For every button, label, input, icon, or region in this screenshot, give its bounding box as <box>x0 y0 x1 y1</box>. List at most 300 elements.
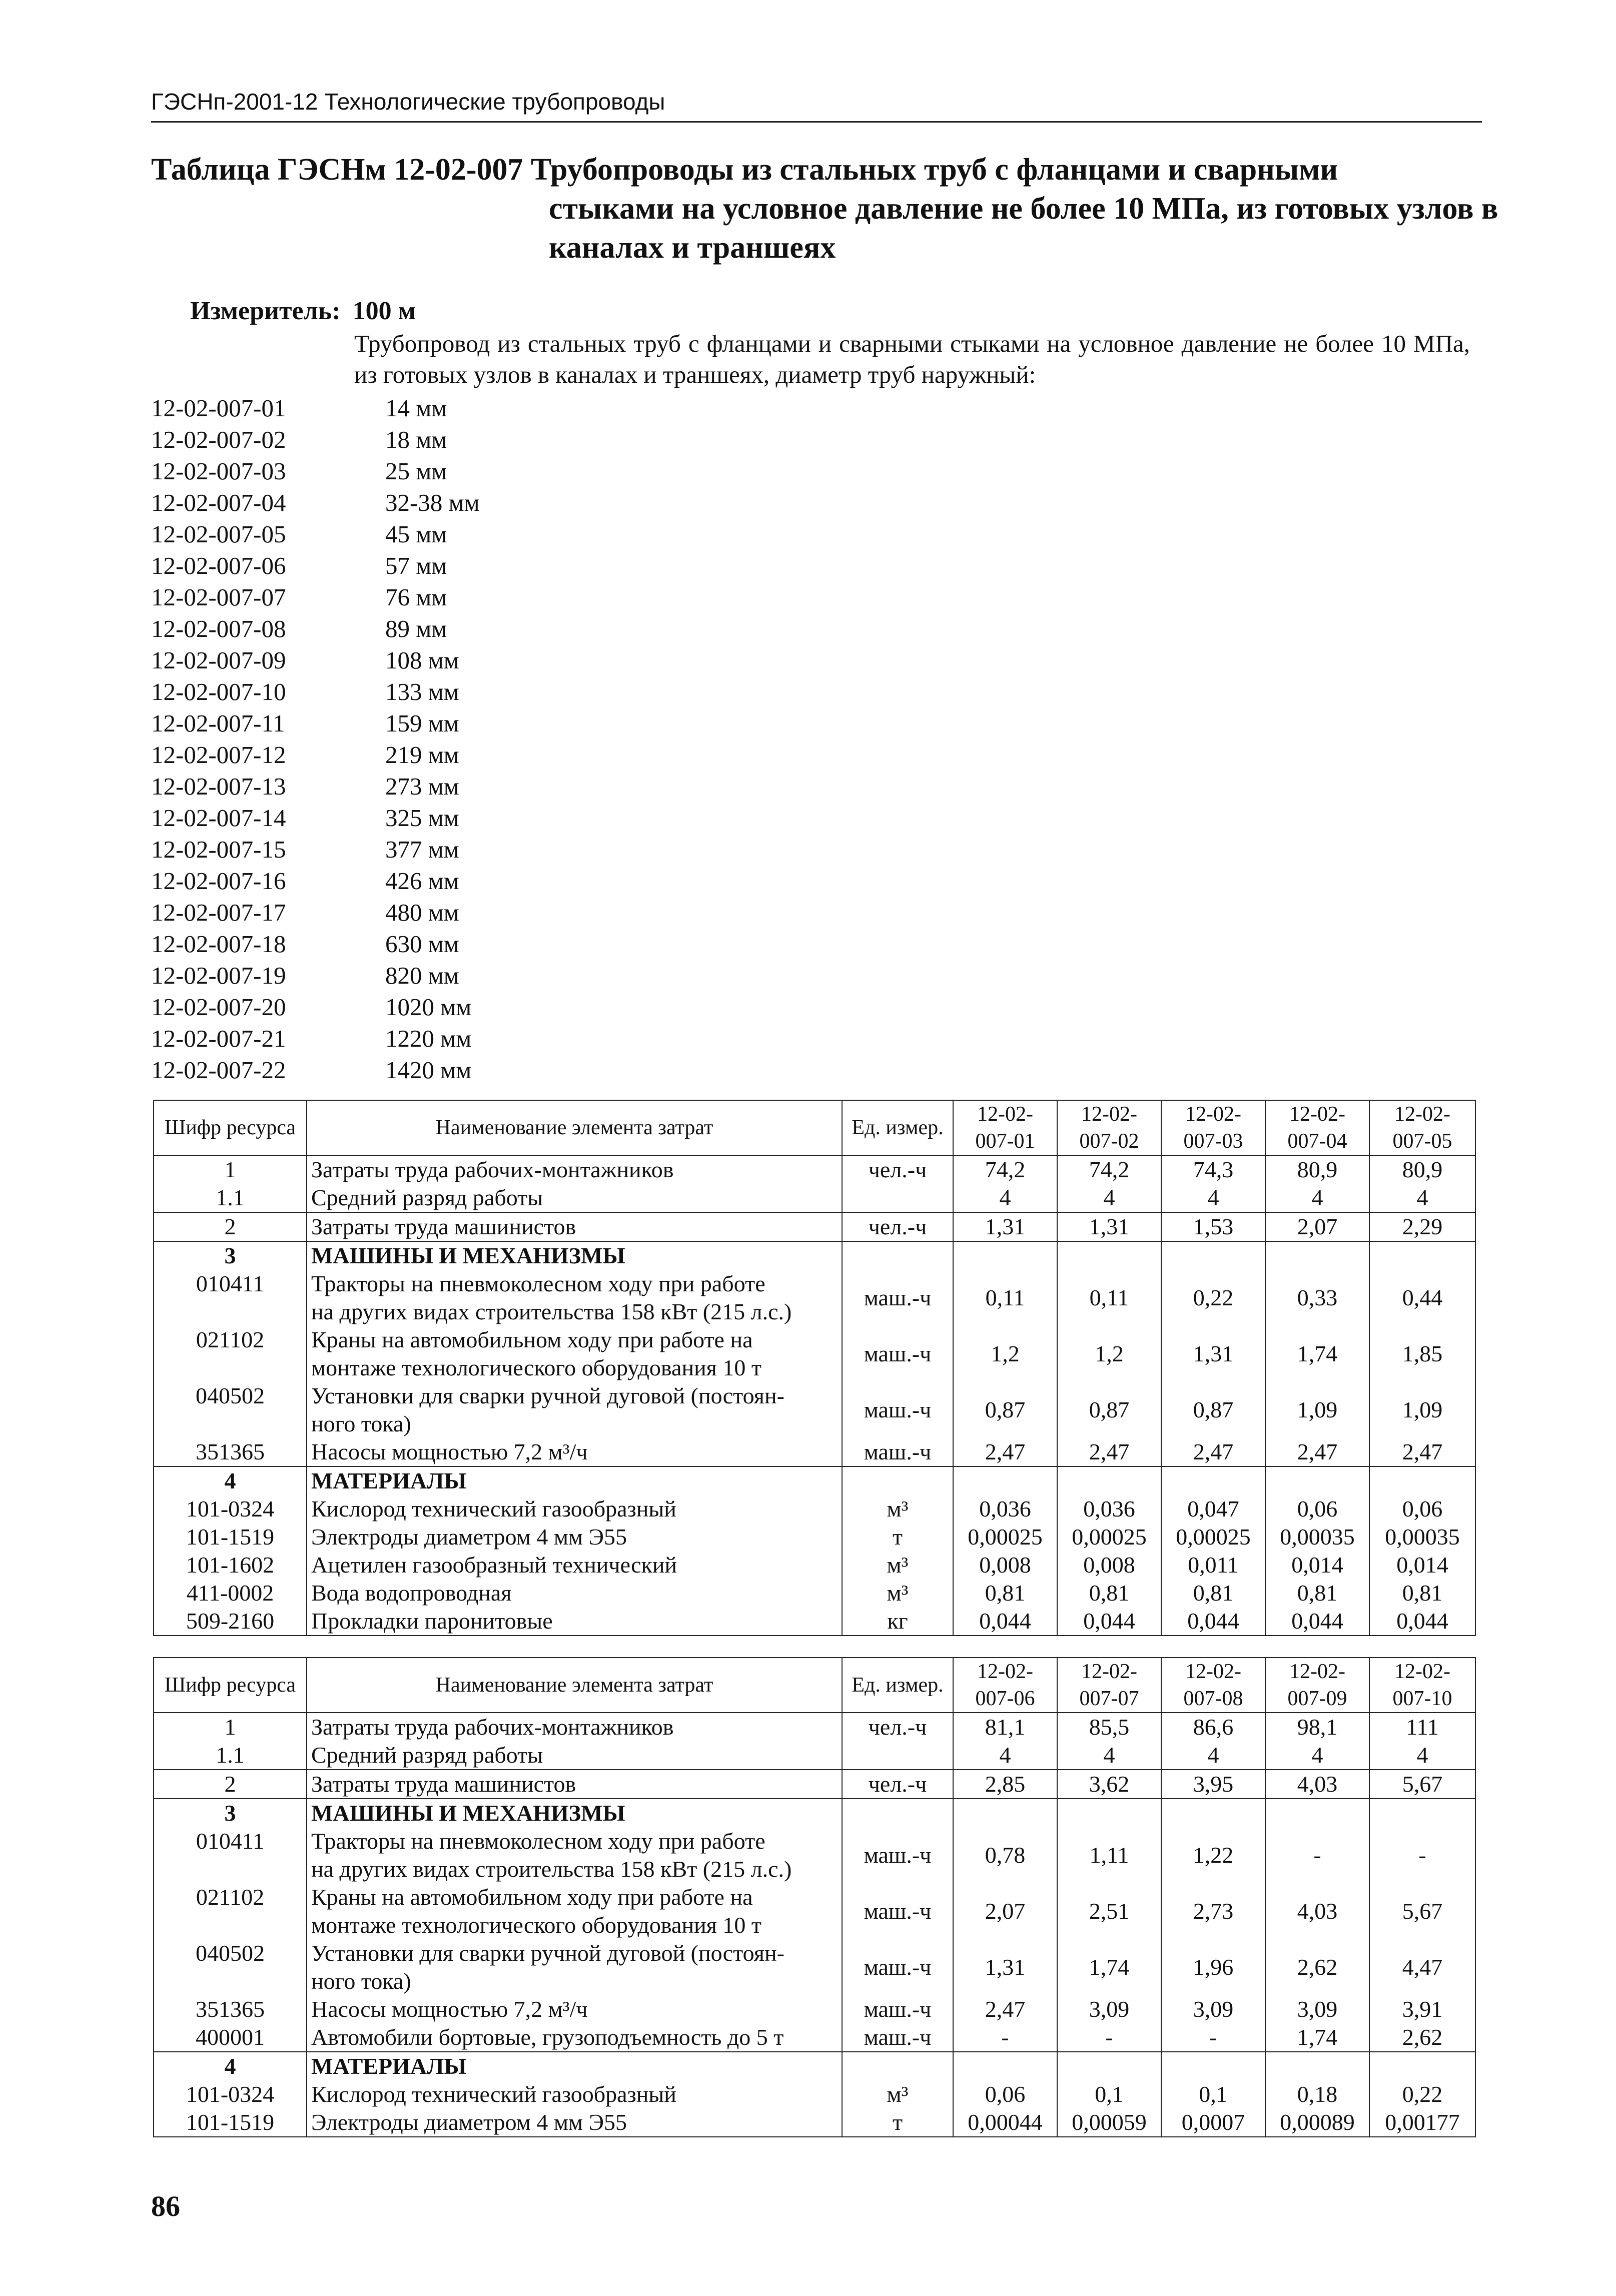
resource-code: 010411 <box>154 1827 307 1883</box>
norm-value: 0,06 <box>1265 1495 1369 1523</box>
unit-of-measure: маш.-ч <box>842 1438 953 1466</box>
header-norm-code-line: 12-02- <box>977 1660 1033 1683</box>
header-norm-code <box>1161 1100 1265 1155</box>
measure-unit <box>190 296 428 326</box>
code-list-item <box>151 676 480 707</box>
table-row <box>154 1155 1475 1184</box>
norm-value: 0,014 <box>1369 1551 1475 1579</box>
norm-value <box>1265 2052 1369 2080</box>
code-list-item <box>151 1023 480 1054</box>
section-row <box>154 1466 1475 1495</box>
norm-value: 0,036 <box>1057 1495 1161 1523</box>
table-row <box>154 1523 1475 1551</box>
norm-value <box>953 2052 1057 2080</box>
norm-value: 3,62 <box>1057 1770 1161 1799</box>
header-norm-code-line: 12-02- <box>1185 1660 1241 1683</box>
unit-of-measure <box>842 1241 953 1270</box>
header-norm-code-line: 12-02- <box>1185 1103 1241 1126</box>
norm-value: 4 <box>1265 1184 1369 1212</box>
unit-of-measure: маш.-ч <box>842 1827 953 1883</box>
unit-of-measure: чел.-ч <box>842 1713 953 1741</box>
page-number: 86 <box>151 2190 180 2222</box>
norm-value: - <box>953 2023 1057 2052</box>
norm-value: 5,67 <box>1369 1883 1475 1939</box>
header-norm-code <box>953 1100 1057 1155</box>
cost-element-name-line: МАШИНЫ И МЕХАНИЗМЫ <box>311 1243 625 1268</box>
cost-element-name <box>307 1939 842 1995</box>
norm-value: 1,11 <box>1057 1827 1161 1883</box>
measure-value: 100 м <box>352 297 416 325</box>
code-id: 12-02-007-18 <box>151 930 286 958</box>
resource-code: 040502 <box>154 1939 307 1995</box>
table-row <box>154 1827 1475 1883</box>
norm-value: 2,51 <box>1057 1883 1161 1939</box>
header-unit: Ед. измер. <box>842 1100 953 1155</box>
code-id: 12-02-007-15 <box>151 836 286 863</box>
resource-code: 040502 <box>154 1382 307 1438</box>
norm-value: 86,6 <box>1161 1713 1265 1741</box>
resource-table-1 <box>153 1100 1476 1636</box>
cost-element-name-line: Средний разряд работы <box>311 1742 543 1768</box>
table-row <box>154 1770 1475 1799</box>
header-norm-code-line: 12-02- <box>1394 1103 1450 1126</box>
cost-element-name <box>307 1270 842 1326</box>
cost-element-name-line: Установки для сварки ручной дуговой (постоян- <box>311 1940 784 1966</box>
norm-value: 2,85 <box>953 1770 1057 1799</box>
unit-of-measure: м³ <box>842 1579 953 1607</box>
code-list-item <box>151 802 480 834</box>
norm-value: 0,87 <box>1057 1382 1161 1438</box>
unit-of-measure: маш.-ч <box>842 1883 953 1939</box>
cost-element-name-line: Краны на автомобильном ходу при работе на <box>311 1327 753 1352</box>
cost-element-name <box>307 1770 842 1799</box>
code-list-item <box>151 928 480 960</box>
code-list <box>151 392 480 1086</box>
norm-value: 74,3 <box>1161 1155 1265 1184</box>
pipe-diameter: 18 мм <box>385 426 447 453</box>
header-unit: Ед. измер. <box>842 1658 953 1713</box>
cost-element-name-line: Автомобили бортовые, грузоподъемность до 5 т <box>311 2024 784 2050</box>
norm-value <box>1265 1241 1369 1270</box>
pipe-diameter: 1220 мм <box>385 1025 472 1052</box>
unit-of-measure: маш.-ч <box>842 1995 953 2023</box>
cost-element-name <box>307 1155 842 1184</box>
code-id: 12-02-007-09 <box>151 646 286 674</box>
norm-value: 0,008 <box>953 1551 1057 1579</box>
code-id: 12-02-007-06 <box>151 552 286 579</box>
norm-value: 0,87 <box>1161 1382 1265 1438</box>
code-id: 12-02-007-22 <box>151 1056 286 1084</box>
norm-value: 0,78 <box>953 1827 1057 1883</box>
code-list-item <box>151 991 480 1023</box>
header-norm-code <box>1057 1658 1161 1713</box>
norm-value: 3,09 <box>1057 1995 1161 2023</box>
norm-value: 98,1 <box>1265 1713 1369 1741</box>
header-norm-code-line: 12-02- <box>1081 1660 1137 1683</box>
norm-value: 2,47 <box>1057 1438 1161 1466</box>
code-list-item <box>151 392 480 424</box>
pipe-diameter: 1020 мм <box>385 993 472 1021</box>
table-row <box>154 1883 1475 1939</box>
header-norm-code-line: 007-01 <box>975 1130 1035 1153</box>
norm-value: 0,008 <box>1057 1551 1161 1579</box>
norm-value: 0,00025 <box>1057 1523 1161 1551</box>
pipe-diameter: 76 мм <box>385 583 447 611</box>
code-list-item <box>151 1054 480 1086</box>
norm-value: 0,00044 <box>953 2108 1057 2137</box>
unit-of-measure: маш.-ч <box>842 2023 953 2052</box>
norm-value <box>1057 1799 1161 1827</box>
norm-value: 2,47 <box>953 1438 1057 1466</box>
unit-of-measure <box>842 1184 953 1212</box>
cost-element-name-line: Вода водопроводная <box>311 1580 512 1606</box>
cost-element-name <box>307 2052 842 2080</box>
cost-element-name <box>307 1466 842 1495</box>
unit-of-measure: чел.-ч <box>842 1155 953 1184</box>
norm-value: 4 <box>1265 1741 1369 1770</box>
pipe-diameter: 108 мм <box>385 646 459 674</box>
resource-code: 1.1 <box>154 1184 307 1212</box>
header-cost-element: Наименование элемента затрат <box>307 1100 842 1155</box>
pipe-diameter: 159 мм <box>385 709 459 737</box>
header-norm-code-line: 007-09 <box>1287 1687 1347 1710</box>
norm-value: 81,1 <box>953 1713 1057 1741</box>
norm-value: - <box>1369 1827 1475 1883</box>
unit-of-measure: кг <box>842 1607 953 1636</box>
header-norm-code-line: 12-02- <box>977 1103 1033 1126</box>
norm-value: 4,47 <box>1369 1939 1475 1995</box>
norm-value: 2,07 <box>1265 1212 1369 1241</box>
norm-value: - <box>1057 2023 1161 2052</box>
norm-value: 85,5 <box>1057 1713 1161 1741</box>
cost-element-name-line: Насосы мощностью 7,2 м³/ч <box>311 1439 588 1464</box>
cost-element-name-line: Тракторы на пневмоколесном ходу при работе <box>311 1271 765 1296</box>
table-title-line-1: Таблица ГЭСНм 12-02-007 Трубопроводы из стальных труб с фланцами и сварными <box>151 153 1338 187</box>
code-list-item <box>151 550 480 581</box>
norm-value <box>1369 1466 1475 1495</box>
norm-value: 0,044 <box>1057 1607 1161 1636</box>
cost-element-name <box>307 1326 842 1382</box>
resource-code: 351365 <box>154 1438 307 1466</box>
unit-of-measure <box>842 1741 953 1770</box>
norm-value: 0,11 <box>1057 1270 1161 1326</box>
section-row <box>154 1241 1475 1270</box>
cost-element-name-line: Насосы мощностью 7,2 м³/ч <box>311 1996 588 2022</box>
norm-value: 4 <box>1057 1184 1161 1212</box>
norm-value: 0,044 <box>1265 1607 1369 1636</box>
norm-value: 0,0007 <box>1161 2108 1265 2137</box>
code-id: 12-02-007-13 <box>151 773 286 800</box>
cost-element-name <box>307 2023 842 2052</box>
resource-code: 1.1 <box>154 1741 307 1770</box>
code-id: 12-02-007-02 <box>151 426 286 453</box>
cost-element-name-line: Затраты труда рабочих-монтажников <box>311 1157 674 1182</box>
norm-value: 4,03 <box>1265 1770 1369 1799</box>
norm-value <box>1057 1241 1161 1270</box>
code-list-item <box>151 865 480 897</box>
norm-value <box>1057 2052 1161 2080</box>
code-id: 12-02-007-01 <box>151 394 286 422</box>
code-id: 12-02-007-12 <box>151 741 286 769</box>
code-id: 12-02-007-04 <box>151 489 286 516</box>
norm-value: 0,1 <box>1057 2080 1161 2108</box>
norm-value: 0,00177 <box>1369 2108 1475 2137</box>
unit-of-measure: м³ <box>842 1495 953 1523</box>
unit-of-measure <box>842 1466 953 1495</box>
code-id: 12-02-007-11 <box>151 709 285 737</box>
table-row <box>154 1741 1475 1770</box>
cost-element-name-line: Кислород технический газообразный <box>311 1496 676 1521</box>
norm-value: 0,81 <box>1369 1579 1475 1607</box>
measure-label: Измеритель: <box>190 297 341 325</box>
cost-element-name <box>307 1241 842 1270</box>
norm-value: 0,81 <box>1057 1579 1161 1607</box>
norm-value: 0,22 <box>1369 2080 1475 2108</box>
table-row <box>154 1326 1475 1382</box>
code-list-item <box>151 834 480 865</box>
norm-value <box>1369 1241 1475 1270</box>
norm-value: 4 <box>1057 1741 1161 1770</box>
code-list-item <box>151 771 480 802</box>
pipe-diameter: 219 мм <box>385 741 459 769</box>
table-row <box>154 1713 1475 1741</box>
table-row <box>154 1270 1475 1326</box>
norm-value: 0,011 <box>1161 1551 1265 1579</box>
norm-value: 0,00025 <box>1161 1523 1265 1551</box>
cost-element-name-line: Электроды диаметром 4 мм Э55 <box>311 1524 627 1550</box>
norm-value: 1,96 <box>1161 1939 1265 1995</box>
norm-value: 0,044 <box>1161 1607 1265 1636</box>
code-list-item <box>151 739 480 771</box>
table-row <box>154 1438 1475 1466</box>
cost-element-name <box>307 1579 842 1607</box>
norm-value: 2,47 <box>1265 1438 1369 1466</box>
norm-value: 2,07 <box>953 1883 1057 1939</box>
table-row <box>154 1212 1475 1241</box>
cost-element-name-line: Электроды диаметром 4 мм Э55 <box>311 2109 627 2135</box>
resource-code: 3 <box>154 1241 307 1270</box>
norm-value: 111 <box>1369 1713 1475 1741</box>
unit-of-measure: чел.-ч <box>842 1212 953 1241</box>
header-norm-code <box>1369 1658 1475 1713</box>
norm-value: 0,036 <box>953 1495 1057 1523</box>
resource-table-2 <box>153 1657 1476 2137</box>
norm-value: 74,2 <box>953 1155 1057 1184</box>
norm-value: 1,2 <box>1057 1326 1161 1382</box>
code-id: 12-02-007-07 <box>151 583 286 611</box>
norm-value: 0,1 <box>1161 2080 1265 2108</box>
header-resource-code: Шифр ресурса <box>154 1658 307 1713</box>
pipe-diameter: 426 мм <box>385 867 459 895</box>
norm-value: 0,22 <box>1161 1270 1265 1326</box>
cost-element-name <box>307 1495 842 1523</box>
code-list-item <box>151 487 480 518</box>
header-norm-code <box>1161 1658 1265 1713</box>
unit-of-measure: маш.-ч <box>842 1939 953 1995</box>
norm-value <box>1161 1466 1265 1495</box>
table-row <box>154 2080 1475 2108</box>
pipe-diameter: 1420 мм <box>385 1056 472 1084</box>
header-norm-code <box>953 1658 1057 1713</box>
resource-code: 021102 <box>154 1883 307 1939</box>
header-norm-code-line: 007-04 <box>1287 1130 1347 1153</box>
norm-value <box>1369 2052 1475 2080</box>
cost-element-name <box>307 1551 842 1579</box>
norm-value <box>953 1241 1057 1270</box>
norm-value: 1,31 <box>1161 1326 1265 1382</box>
header-norm-code <box>1265 1100 1369 1155</box>
table-row <box>154 1607 1475 1636</box>
norm-value <box>953 1799 1057 1827</box>
code-id: 12-02-007-14 <box>151 804 286 832</box>
norm-value: - <box>1161 2023 1265 2052</box>
resource-code: 101-0324 <box>154 1495 307 1523</box>
cost-element-name-line: Ацетилен газообразный технический <box>311 1552 677 1578</box>
cost-element-name <box>307 1995 842 2023</box>
norm-value: 4 <box>953 1184 1057 1212</box>
cost-element-name <box>307 1799 842 1827</box>
norm-value: 1,53 <box>1161 1212 1265 1241</box>
norm-value <box>1161 2052 1265 2080</box>
cost-element-name-line: Краны на автомобильном ходу при работе на <box>311 1884 753 1910</box>
header-norm-code-line: 12-02- <box>1394 1660 1450 1683</box>
resource-code: 4 <box>154 2052 307 2080</box>
cost-element-name <box>307 1827 842 1883</box>
cost-element-name-line: на других видах строительства 158 кВт (215 л.с.) <box>311 1299 792 1324</box>
norm-value <box>1369 1799 1475 1827</box>
norm-value: 2,47 <box>1369 1438 1475 1466</box>
norm-value: 0,81 <box>1161 1579 1265 1607</box>
cost-element-name-line: Прокладки паронитовые <box>311 1608 553 1634</box>
norm-value: 5,67 <box>1369 1770 1475 1799</box>
code-id: 12-02-007-10 <box>151 678 286 705</box>
norm-value: 0,00035 <box>1369 1523 1475 1551</box>
norm-value: 0,06 <box>1369 1495 1475 1523</box>
table-header-row <box>154 1658 1475 1713</box>
norm-value: 0,044 <box>1369 1607 1475 1636</box>
norm-value: 1,2 <box>953 1326 1057 1382</box>
table-row <box>154 1939 1475 1995</box>
header-norm-code-line: 007-07 <box>1079 1687 1139 1710</box>
section-row <box>154 1799 1475 1827</box>
cost-element-name-line: МАТЕРИАЛЫ <box>311 1468 467 1493</box>
resource-code: 1 <box>154 1155 307 1184</box>
norm-value: 0,87 <box>953 1382 1057 1438</box>
header-resource-code: Шифр ресурса <box>154 1100 307 1155</box>
norm-value <box>1265 1466 1369 1495</box>
pipe-diameter: 377 мм <box>385 836 459 863</box>
header-norm-code-line: 007-08 <box>1183 1687 1243 1710</box>
norm-value: 1,74 <box>1265 1326 1369 1382</box>
code-list-item <box>151 518 480 550</box>
table-header-row <box>154 1100 1475 1155</box>
resource-code: 101-1519 <box>154 2108 307 2137</box>
resource-code: 101-1602 <box>154 1551 307 1579</box>
norm-value: 2,62 <box>1265 1939 1369 1995</box>
cost-element-name-line: на других видах строительства 158 кВт (215 л.с.) <box>311 1856 792 1882</box>
header-norm-code-line: 007-10 <box>1392 1687 1452 1710</box>
unit-of-measure: чел.-ч <box>842 1770 953 1799</box>
norm-value <box>1161 1799 1265 1827</box>
code-id: 12-02-007-16 <box>151 867 286 895</box>
norm-value: 3,95 <box>1161 1770 1265 1799</box>
code-id: 12-02-007-20 <box>151 993 286 1021</box>
norm-value: 1,85 <box>1369 1326 1475 1382</box>
table-row <box>154 1995 1475 2023</box>
norm-value: 4 <box>1161 1184 1265 1212</box>
header-norm-code-line: 007-02 <box>1079 1130 1139 1153</box>
norm-value: 74,2 <box>1057 1155 1161 1184</box>
unit-of-measure <box>842 1799 953 1827</box>
cost-element-name-line: Установки для сварки ручной дуговой (постоян- <box>311 1383 784 1408</box>
pipe-diameter: 57 мм <box>385 552 447 579</box>
table-row <box>154 1495 1475 1523</box>
header-norm-code <box>1265 1658 1369 1713</box>
code-id: 12-02-007-08 <box>151 615 286 642</box>
cost-element-name-line: монтаже технологического оборудования 10 т <box>311 1355 761 1380</box>
header-cost-element: Наименование элемента затрат <box>307 1658 842 1713</box>
norm-value: 1,22 <box>1161 1827 1265 1883</box>
unit-of-measure: т <box>842 1523 953 1551</box>
code-list-item <box>151 581 480 613</box>
pipe-diameter: 325 мм <box>385 804 459 832</box>
header-norm-code-line: 12-02- <box>1081 1103 1137 1126</box>
unit-of-measure: т <box>842 2108 953 2137</box>
norm-value: 1,31 <box>953 1212 1057 1241</box>
norm-value: 4 <box>1369 1741 1475 1770</box>
norm-value: 4 <box>1161 1741 1265 1770</box>
cost-element-name-line: монтаже технологического оборудования 10 т <box>311 1912 761 1938</box>
cost-element-name <box>307 1713 842 1741</box>
norm-value: 2,29 <box>1369 1212 1475 1241</box>
cost-element-name <box>307 1438 842 1466</box>
norm-value <box>1057 1466 1161 1495</box>
table-row <box>154 1579 1475 1607</box>
cost-element-name-line: Кислород технический газообразный <box>311 2081 676 2107</box>
pipe-diameter: 25 мм <box>385 457 447 485</box>
pipe-diameter: 45 мм <box>385 520 447 548</box>
resource-code: 400001 <box>154 2023 307 2052</box>
norm-value: 3,09 <box>1265 1995 1369 2023</box>
section-row <box>154 2052 1475 2080</box>
norm-value: 0,18 <box>1265 2080 1369 2108</box>
header-norm-code <box>1369 1100 1475 1155</box>
unit-of-measure: м³ <box>842 2080 953 2108</box>
norm-value: 3,09 <box>1161 1995 1265 2023</box>
cost-element-name-line: Затраты труда машинистов <box>311 1771 576 1797</box>
unit-of-measure <box>842 2052 953 2080</box>
resource-code: 4 <box>154 1466 307 1495</box>
table-title-line-2: стыками на условное давление не более 10 МПа, из готовых узлов в каналах и траншеях <box>549 192 1498 265</box>
cost-element-name <box>307 1741 842 1770</box>
norm-value: 2,47 <box>953 1995 1057 2023</box>
cost-element-name <box>307 2108 842 2137</box>
table-row <box>154 2108 1475 2137</box>
unit-of-measure: маш.-ч <box>842 1382 953 1438</box>
norm-value: 0,014 <box>1265 1551 1369 1579</box>
norm-value: 80,9 <box>1265 1155 1369 1184</box>
norm-value: 1,31 <box>1057 1212 1161 1241</box>
code-list-item <box>151 707 480 739</box>
norm-value: 0,11 <box>953 1270 1057 1326</box>
resource-code: 509-2160 <box>154 1607 307 1636</box>
code-id: 12-02-007-21 <box>151 1025 286 1052</box>
norm-value: 2,47 <box>1161 1438 1265 1466</box>
resource-code: 3 <box>154 1799 307 1827</box>
cost-element-name <box>307 1212 842 1241</box>
code-list-item <box>151 613 480 644</box>
cost-element-name-line: Тракторы на пневмоколесном ходу при работе <box>311 1828 765 1854</box>
